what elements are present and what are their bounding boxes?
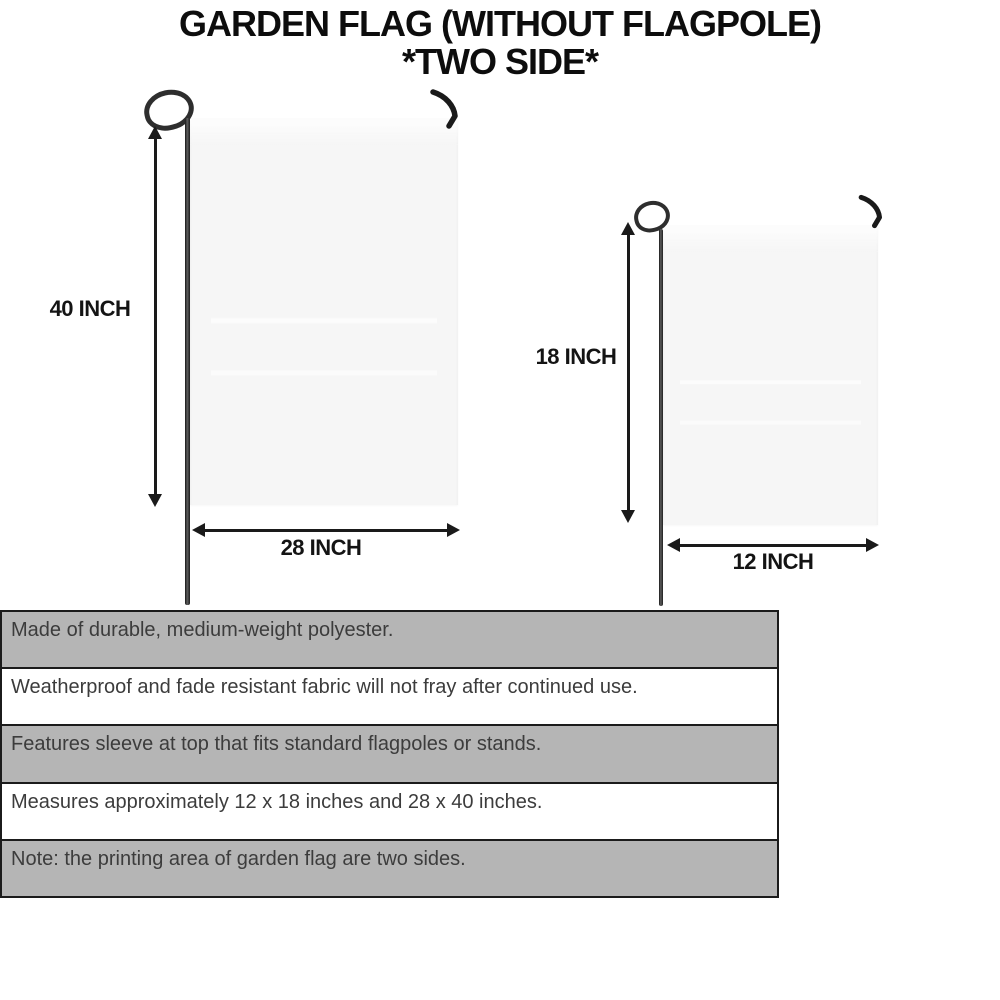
width-label-large: 28 INCH — [280, 535, 362, 560]
page-title — [0, 5, 1000, 81]
flagpole-small — [659, 229, 663, 606]
arrowhead-right-icon — [447, 523, 460, 537]
arrow-shaft — [680, 544, 866, 547]
flag-sleeve-large — [190, 118, 458, 145]
feature-row-note: Note: the printing area of garden flag are two sides. — [2, 841, 777, 896]
arrow-shaft — [205, 529, 447, 532]
arrowhead-left-icon — [192, 523, 205, 537]
feature-row-sleeve: Features sleeve at top that fits standard flagpoles or stands. — [2, 726, 777, 783]
flagpole-large — [185, 118, 190, 605]
arrowhead-left-icon — [667, 538, 680, 552]
flag-fold-marks-small — [680, 339, 861, 474]
feature-row-weatherproof: Weatherproof and fade resistant fabric will not fray after continued use. — [2, 669, 777, 726]
arrowhead-up-icon — [148, 126, 162, 139]
arrowhead-down-icon — [621, 510, 635, 523]
title-line-1: GARDEN FLAG (WITHOUT FLAGPOLE) — [179, 3, 821, 44]
arrow-shaft — [154, 139, 157, 494]
title-line-2: *TWO SIDE* — [401, 41, 598, 82]
arrowhead-right-icon — [866, 538, 879, 552]
height-label-large: 40 INCH — [49, 296, 131, 321]
garden-flag-large — [190, 118, 458, 505]
arrow-shaft — [627, 235, 630, 510]
feature-row-material: Made of durable, medium-weight polyester. — [2, 612, 777, 669]
feature-table — [0, 610, 779, 898]
garden-flag-small — [663, 225, 878, 525]
flag-fold-marks-large — [211, 265, 436, 439]
arrowhead-up-icon — [621, 222, 635, 235]
height-arrow-small — [621, 222, 635, 523]
flag-sleeve-small — [663, 225, 878, 252]
width-label-small: 12 INCH — [732, 549, 814, 574]
feature-row-measures: Measures approximately 12 x 18 inches and 28 x 40 inches. — [2, 784, 777, 841]
height-label-small: 18 INCH — [535, 344, 617, 369]
hanger-hook-icon-small — [857, 194, 887, 229]
height-arrow-large — [148, 126, 162, 507]
arrowhead-down-icon — [148, 494, 162, 507]
hanger-hook-icon-large — [428, 88, 464, 130]
